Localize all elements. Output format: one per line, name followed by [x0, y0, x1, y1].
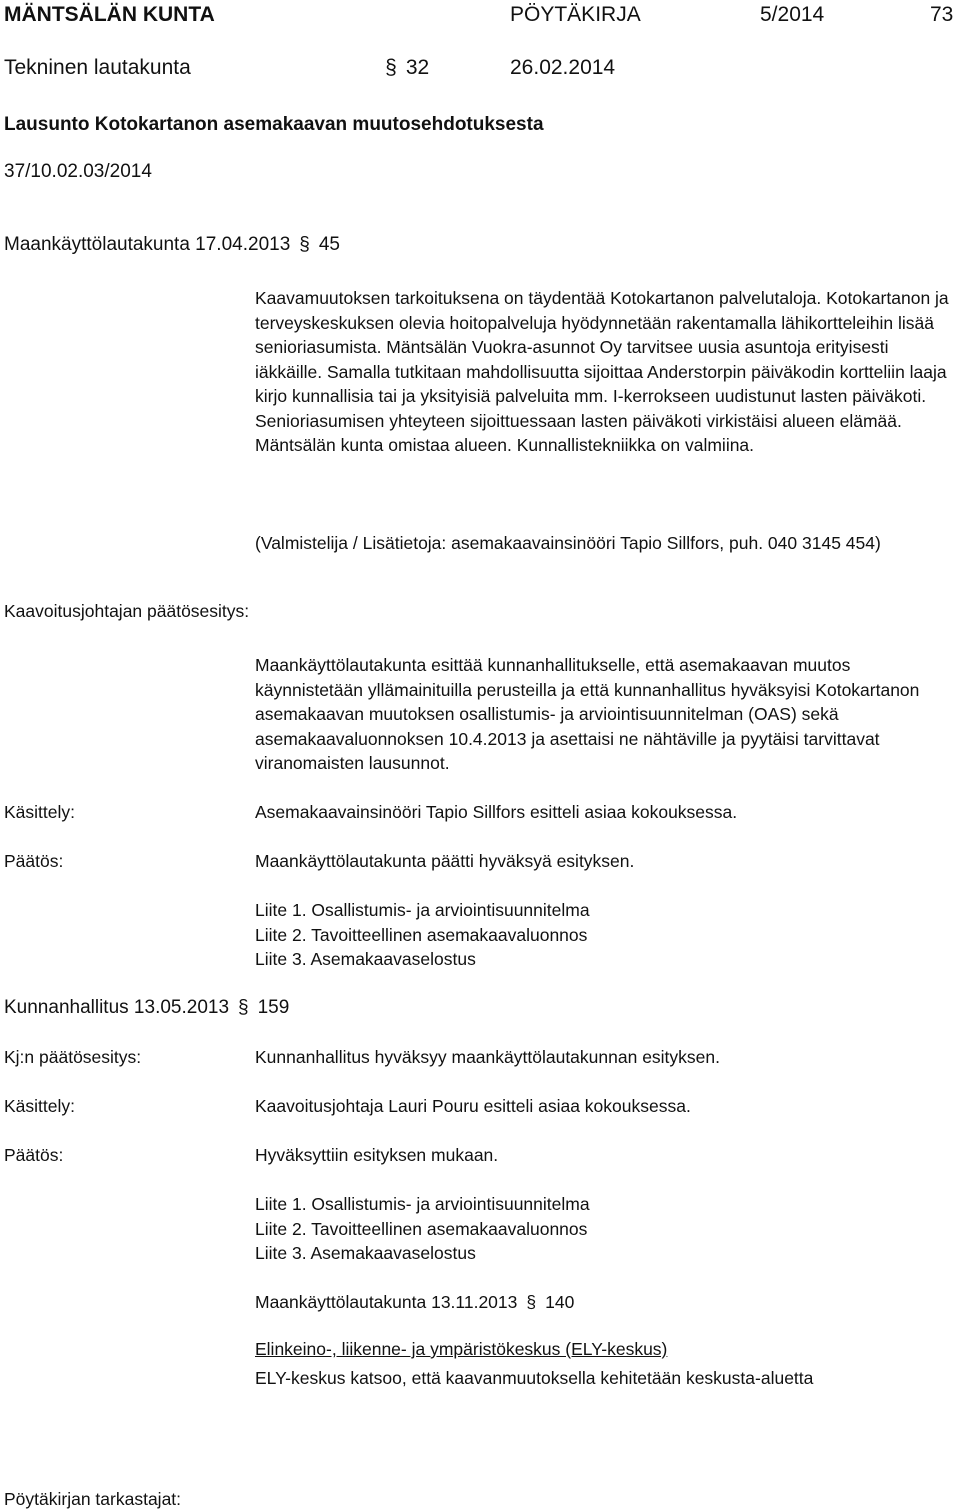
doc-number: 5/2014 — [760, 3, 825, 26]
section-symbol: § — [526, 1292, 537, 1312]
meeting-title: Kunnanhallitus 13.05.2013 — [4, 997, 230, 1018]
section-symbol: § — [385, 56, 397, 79]
handling-text: Kaavoitusjohtaja Lauri Pouru esitteli asiaa kokouksessa. — [255, 1096, 691, 1116]
section-ref — [382, 55, 429, 81]
section-number: 159 — [257, 997, 290, 1018]
decision-text: Maankäyttölautakunta päätti hyväksyä esityksen. — [255, 851, 635, 871]
reviewers-label: Pöytäkirjan tarkastajat: — [4, 1489, 182, 1509]
decision-label: Päätös: — [4, 1145, 64, 1165]
meeting-heading — [4, 996, 289, 1021]
section-symbol: § — [238, 997, 249, 1018]
preparer-text: (Valmistelija / Lisätietoja: asemakaavainsinööri Tapio Sillfors, puh. 040 3145 454) — [255, 533, 881, 553]
section-symbol: § — [299, 234, 310, 255]
attachment-item: Liite 1. Osallistumis- ja arviointisuunnitelma — [255, 900, 590, 920]
proposal-label: Kaavoitusjohtajan päätösesitys: — [4, 601, 250, 621]
preparer-info — [255, 531, 955, 556]
decision-text: Hyväksyttiin esityksen mukaan. — [255, 1145, 499, 1165]
board-name: Tekninen lautakunta — [4, 56, 191, 79]
proposal-text: Kunnanhallitus hyväksyy maankäyttölautakunnan esityksen. — [255, 1047, 720, 1067]
description-text: Kaavamuutoksen tarkoituksena on täydentää Kotokartanon palvelutaloja. Kotokartanon ja terveyskeskuksen olevia hoitopalveluja hyödynnetään rakentamalla lähikortteleihin lisää senioriasumista. Mäntsälän Vuokra-asunnot Oy tarvitsee uusia asuntoja erityisesti iäkkäille. Samalla tutkitaan mahdollisuutta sijoittaa Anderstorpin päiväkodin kortteliin laaja kirjo kunnallisia tai ja yksityisiä palveluita mm. I-kerrokseen uudistunut lasten päiväkoti. Senioriasumisen yhteyteen sijoittuessaan lasten päiväkoti virkistäisi alueen elämää. Mäntsälän kunta omistaa alueen. Kunnallistekniikka on valmiina. — [255, 288, 949, 455]
proposal-label: Kj:n päätösesitys: — [4, 1047, 142, 1067]
org-name: MÄNTSÄLÄN KUNTA — [4, 3, 215, 26]
meeting-title: Maankäyttölautakunta 13.11.2013 — [255, 1292, 518, 1312]
attachment-list — [255, 898, 955, 972]
reference-number: 37/10.02.03/2014 — [4, 161, 152, 182]
proposal — [255, 653, 955, 776]
meeting-heading — [255, 1290, 574, 1315]
meeting-title: Maankäyttölautakunta 17.04.2013 — [4, 234, 291, 255]
section-number: 140 — [545, 1292, 575, 1312]
section-number: 32 — [405, 56, 430, 79]
page-number: 73 — [930, 3, 954, 26]
meeting-date: 26.02.2014 — [510, 56, 616, 79]
handling-label: Käsittely: — [4, 1096, 75, 1116]
proposal-text: Maankäyttölautakunta esittää kunnanhallitukselle, että asemakaavan muutos käynnistetään yllämainituilla perusteilla ja että kunnanhallitus hyväksyisi Kotokartanon asemakaavan muutoksen osallistumis- ja arviointisuunnitelman (OAS) sekä asemakaavaluonnoksen 10.4.2013 ja asettaisi ne nähtäville ja pyytäisi tarvittavat viranomaisten lausunnot. — [255, 655, 920, 773]
attachment-item: Liite 3. Asemakaavaselostus — [255, 1243, 476, 1263]
handling-label: Käsittely: — [4, 802, 75, 822]
section-number: 45 — [318, 234, 340, 255]
attachment-list — [255, 1192, 955, 1266]
ely-title: Elinkeino-, liikenne- ja ympäristökeskus (ELY-keskus) — [255, 1339, 668, 1359]
attachment-item: Liite 1. Osallistumis- ja arviointisuunnitelma — [255, 1194, 590, 1214]
handling-text: Asemakaavainsinööri Tapio Sillfors esitteli asiaa kokouksessa. — [255, 802, 738, 822]
attachment-item: Liite 2. Tavoitteellinen asemakaavaluonnos — [255, 924, 588, 945]
page-title: Lausunto Kotokartanon asemakaavan muutosehdotuksesta — [4, 114, 544, 135]
attachment-item: Liite 3. Asemakaavaselostus — [255, 949, 476, 969]
description — [255, 286, 955, 458]
decision-label: Päätös: — [4, 851, 64, 871]
meeting-heading — [4, 233, 340, 258]
ely-text: ELY-keskus katsoo, että kaavanmuutoksella kehitetään keskusta-aluetta — [255, 1368, 814, 1388]
doc-type: PÖYTÄKIRJA — [510, 3, 641, 26]
attachment-item: Liite 2. Tavoitteellinen asemakaavaluonnos — [255, 1218, 588, 1239]
